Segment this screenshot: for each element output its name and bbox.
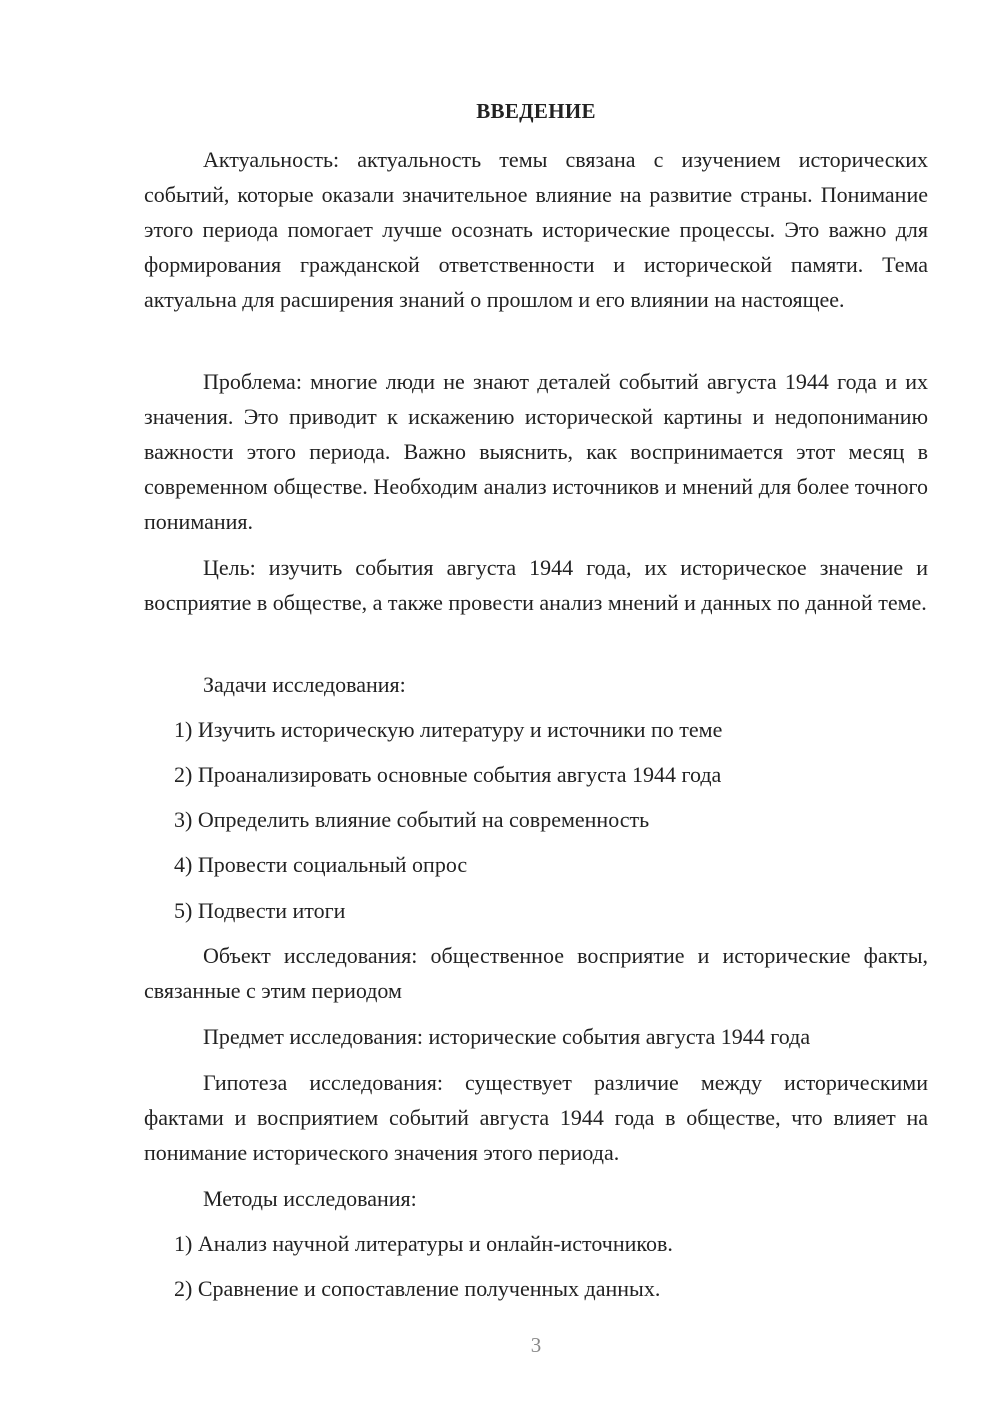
object-paragraph: Объект исследования: общественное восприятие и исторические факты, связанные с этим периодом	[144, 943, 928, 1003]
method-item: 2) Сравнение и сопоставление полученных данных.	[174, 1276, 661, 1301]
subject-paragraph: Предмет исследования: исторические события августа 1944 года	[203, 1024, 811, 1049]
task-item: 5) Подвести итоги	[174, 898, 346, 923]
task-item: 1) Изучить историческую литературу и источники по теме	[174, 717, 723, 742]
task-item: 3) Определить влияние событий на современность	[174, 807, 650, 832]
goal-paragraph: Цель: изучить события августа 1944 года, их историческое значение и восприятие в обществе, а также провести анализ мнений и данных по данной теме.	[144, 555, 928, 615]
tasks-heading: Задачи исследования:	[203, 672, 406, 697]
task-item: 2) Проанализировать основные события августа 1944 года	[174, 762, 722, 787]
page-title: ВВЕДЕНИЕ	[476, 99, 596, 123]
method-item: 1) Анализ научной литературы и онлайн-источников.	[174, 1231, 673, 1256]
hypothesis-paragraph: Гипотеза исследования: существует различие между историческими фактами и восприятием событий августа 1944 года в обществе, что влияет на понимание исторического значения этого периода.	[144, 1070, 928, 1165]
page-number: 3	[530, 1333, 542, 1357]
relevance-paragraph: Актуальность: актуальность темы связана с изучением исторических событий, которые оказали значительное влияние на развитие страны. Понимание этого периода помогает лучше осознать исторические процессы. Это важно для формирования гражданской ответственности и исторической памяти. Тема актуальна для расширения знаний о прошлом и его влиянии на настоящее.	[144, 147, 928, 312]
task-item: 4) Провести социальный опрос	[174, 852, 468, 877]
methods-heading: Методы исследования:	[203, 1186, 417, 1211]
problem-paragraph: Проблема: многие люди не знают деталей событий августа 1944 года и их значения. Это приводит к искажению исторической картины и недопониманию важности этого периода. Важно выяснить, как воспринимается этот месяц в современном обществе. Необходим анализ источников и мнений для более точного понимания.	[144, 369, 928, 534]
